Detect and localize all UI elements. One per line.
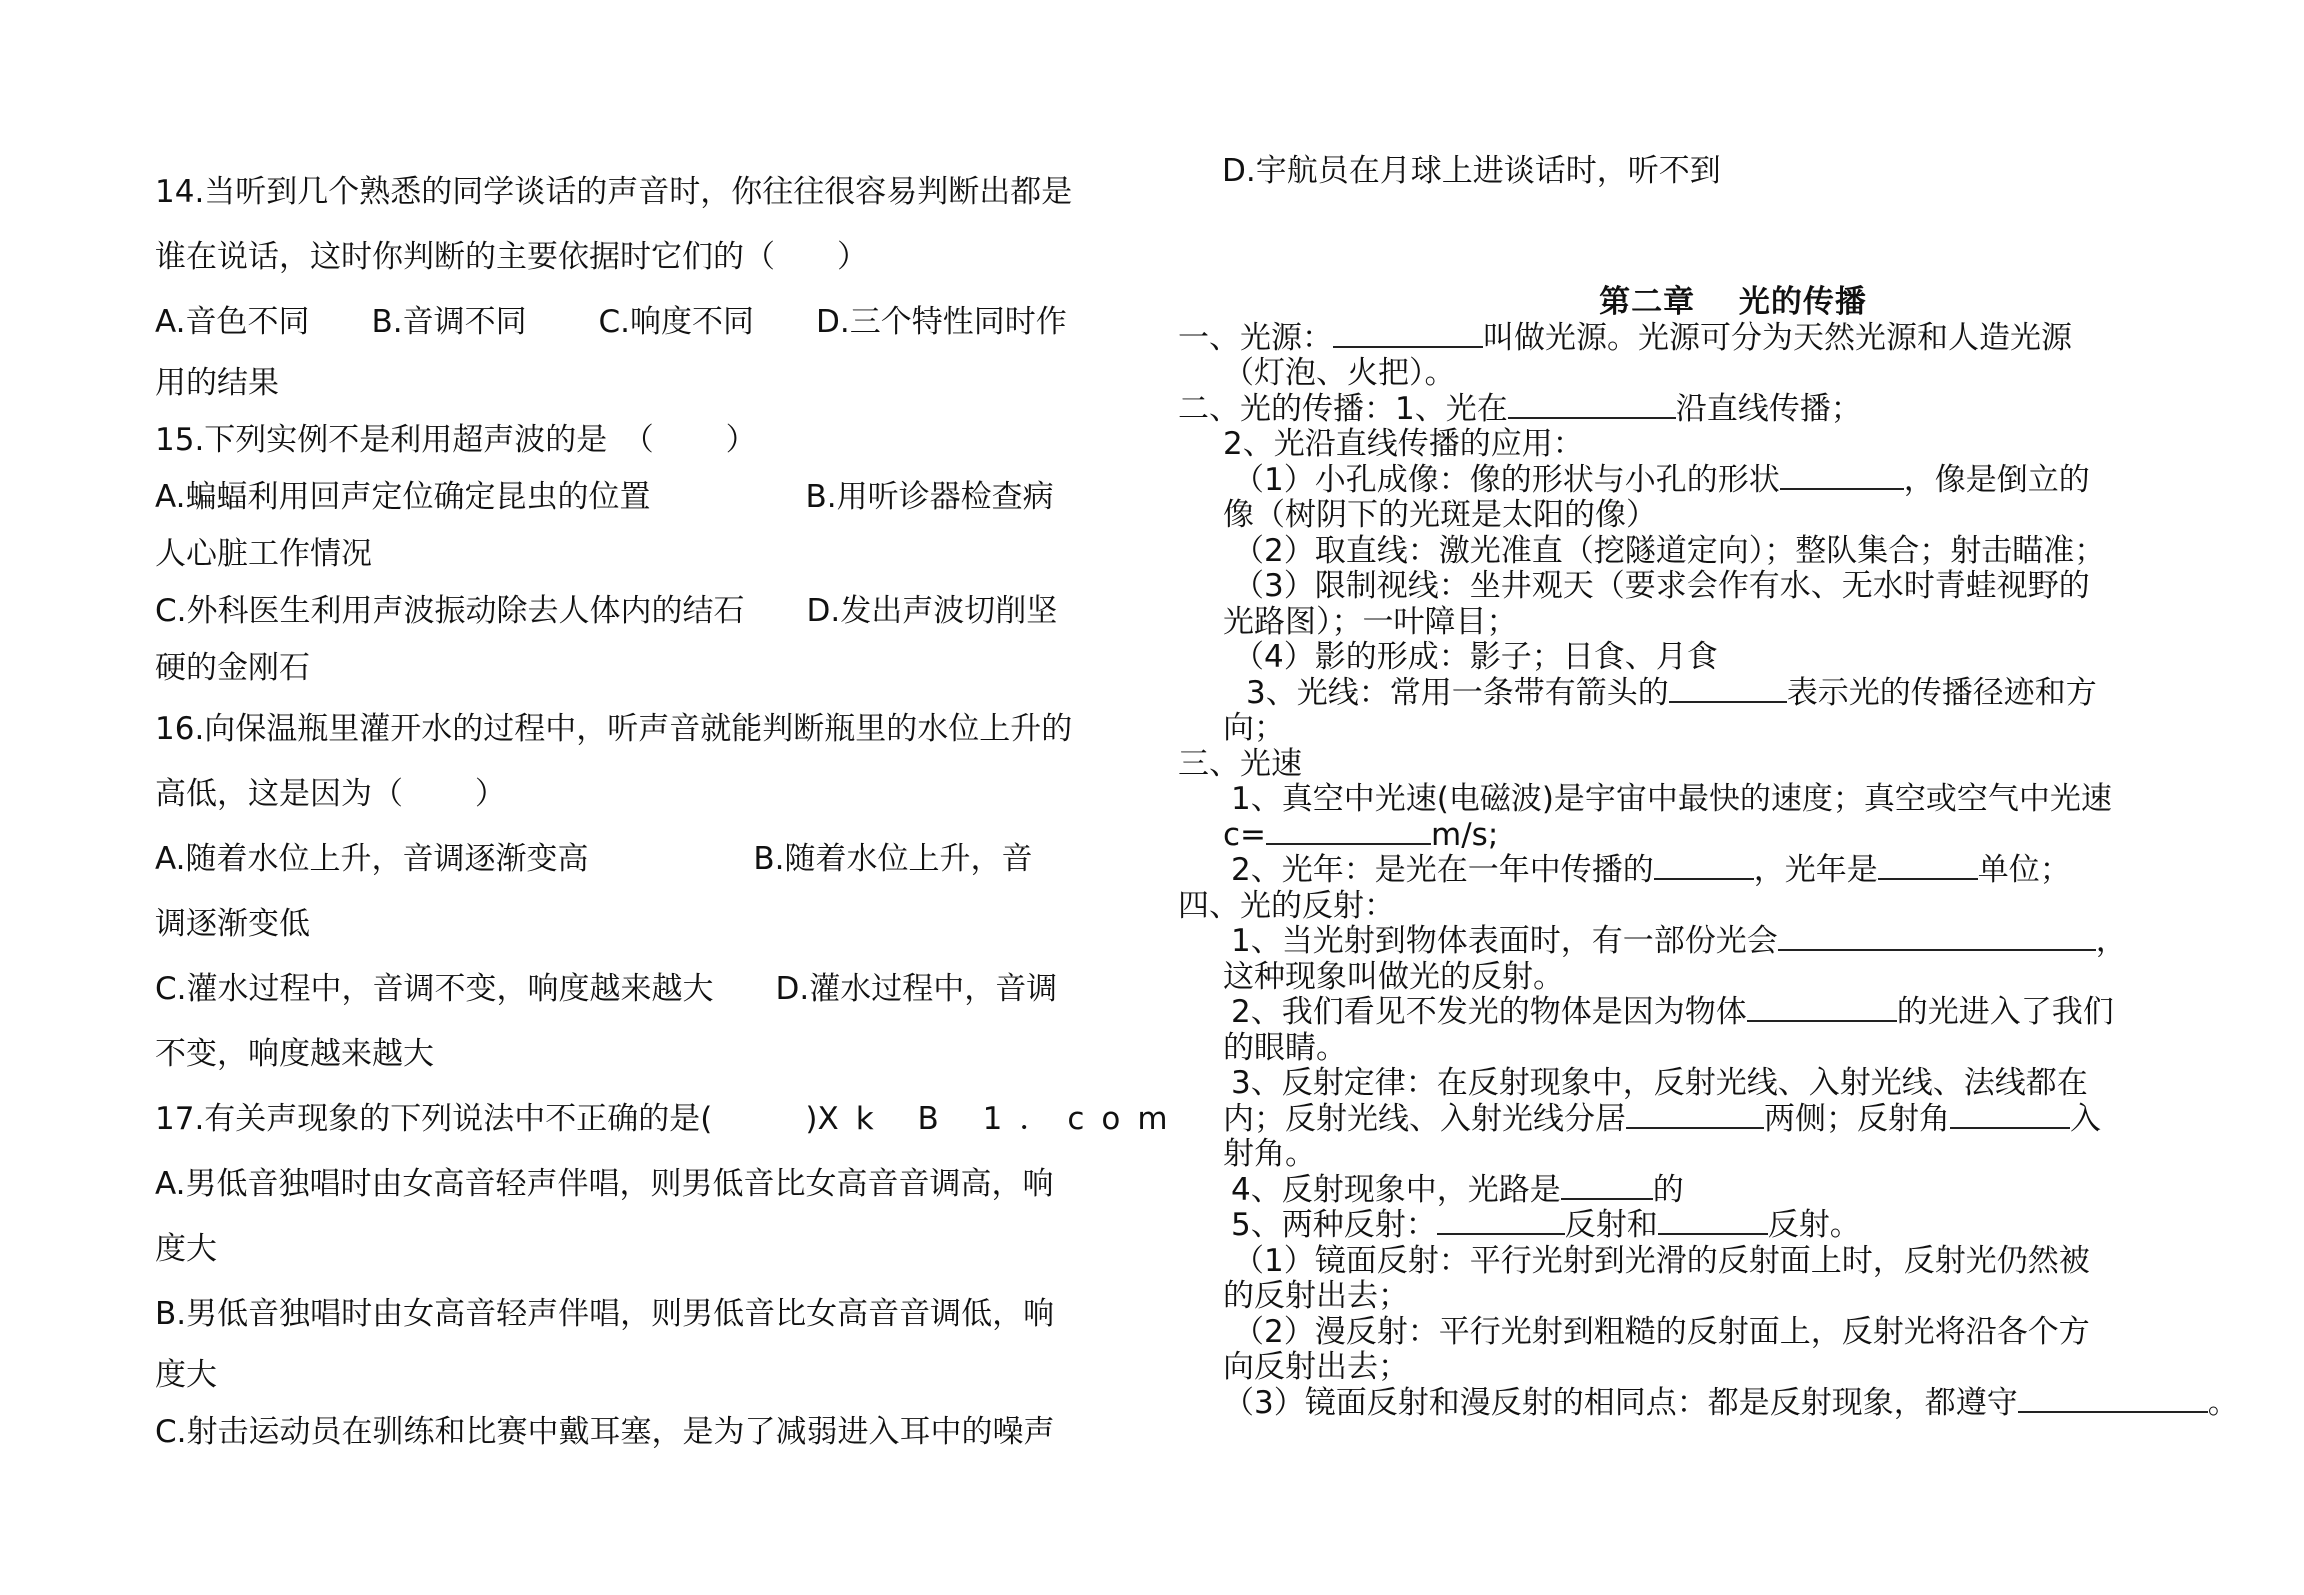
q17-option-c: C.射击运动员在驯练和比赛中戴耳塞，是为了减弱进入耳中的噪声 — [155, 1414, 1055, 1450]
s4-1c: 这种现象叫做光的反射。 — [1223, 958, 1564, 995]
s4-5-3b: 。 — [2207, 1384, 2239, 1421]
watermark-text: Xk B 1．com — [817, 1101, 1185, 1137]
right-column — [1178, 285, 2288, 1421]
s4-1b: ， — [2095, 923, 2127, 959]
s2-3a: 3、光线：常用一条带有箭头的 — [1246, 674, 1669, 711]
s3-2a: 2、光年：是光在一年中传播的 — [1231, 852, 1654, 888]
s1-cont: （灯泡、火把）。 — [1223, 355, 1456, 391]
s4-5-2b: 向反射出去； — [1223, 1349, 1409, 1385]
q17-option-b-cont: 度大 — [155, 1357, 217, 1393]
section-light-source — [1178, 321, 2288, 357]
answer-blank — [1780, 487, 1904, 490]
left-column — [155, 160, 1190, 1461]
q15-stem: 15.下列实例不是利用超声波的是 （ ） — [155, 422, 757, 458]
s2-2: 2、光沿直线传播的应用： — [1223, 426, 1584, 462]
s1-label: 一、光源： — [1178, 319, 1333, 356]
s3-1c: m/s; — [1431, 816, 1499, 853]
s3-2c: 单位； — [1977, 852, 2071, 888]
q17-option-a: A.男低音独唱时由女高音轻声伴唱，则男低音比女高音音调高，响 — [155, 1166, 1054, 1202]
s4-4a: 4、反射现象中，光路是 — [1231, 1171, 1561, 1208]
answer-blank — [1669, 700, 1787, 703]
q17-stem-line — [155, 1087, 1190, 1152]
s4-3d: 入 — [2070, 1100, 2101, 1137]
q17-option-d: D.宇航员在月球上进谈话时，听不到 — [1222, 153, 1721, 189]
s4-2c: 的眼睛。 — [1223, 1029, 1347, 1066]
s3-1a: 1、真空中光速(电磁波)是宇宙中最快的速度；真空或空气中光速 — [1231, 781, 2112, 817]
answer-blank — [1333, 345, 1483, 348]
answer-blank — [1437, 1232, 1565, 1235]
q15-options-cd: C.外科医生利用声波振动除去人体内的结石 D.发出声波切削坚 — [155, 593, 1058, 629]
s2-2-1b: ，像是倒立的 — [1903, 461, 2090, 498]
s4-4 — [1178, 1173, 2288, 1209]
s4-4b: 的 — [1652, 1171, 1684, 1208]
s4-3e: 射角。 — [1223, 1136, 1316, 1172]
q16-options-ab: A.随着水位上升，音调逐渐变高 B.随着水位上升，音 — [155, 841, 1033, 877]
section-propagation — [1178, 392, 2288, 428]
q14-line1: 14.当听到几个熟悉的同学谈话的声音时，你往往很容易判断出都是 — [155, 174, 1073, 210]
s2-2-3a: （3）限制视线：坐井观天（要求会作有水、无水时青蛙视野的 — [1233, 568, 2090, 604]
s4-1 — [1178, 924, 2288, 960]
answer-blank — [1747, 1019, 1897, 1022]
q16-options-cd: C.灌水过程中，音调不变，响度越来越大 D.灌水过程中，音调 — [155, 971, 1058, 1007]
s4-1a: 1、当光射到物体表面时，有一部份光会 — [1231, 923, 1778, 959]
q15-options-ab-cont: 人心脏工作情况 — [155, 536, 372, 572]
answer-blank — [1626, 1126, 1764, 1129]
q17-stem: 17.有关声现象的下列说法中不正确的是( ) — [155, 1101, 818, 1137]
answer-blank — [1561, 1197, 1653, 1200]
section-speed: 三、光速 — [1178, 745, 1302, 782]
s2-2-3b: 光路图）；一叶障目； — [1223, 603, 1518, 640]
q16-line2: 高低，这是因为（ ） — [155, 776, 506, 812]
s2-3 — [1178, 676, 2288, 712]
s4-5b: 反射和 — [1564, 1207, 1658, 1243]
answer-blank — [2018, 1410, 2208, 1413]
s2-2-1c: 像（树阴下的光斑是太阳的像） — [1223, 497, 1657, 533]
s4-2b: 的光进入了我们 — [1896, 994, 2114, 1030]
chapter-title: 第二章 光的传播 — [1599, 284, 1867, 320]
s3-2b: ，光年是 — [1753, 852, 1878, 888]
answer-blank — [1658, 1232, 1768, 1235]
answer-blank — [1654, 877, 1754, 880]
s2-2-2: （2）取直线：激光准直（挖隧道定向）；整队集合；射击瞄准； — [1233, 532, 2106, 569]
s4-5 — [1178, 1208, 2288, 1244]
s4-5a: 5、两种反射： — [1231, 1207, 1437, 1243]
s4-3a: 3、反射定律：在反射现象中，反射光线、入射光线、法线都在 — [1231, 1065, 2088, 1101]
q16-line1: 16.向保温瓶里灌开水的过程中，听声音就能判断瓶里的水位上升的 — [155, 711, 1073, 747]
q14-options-cont: 用的结果 — [155, 365, 279, 401]
s4-2a: 2、我们看见不发光的物体是因为物体 — [1231, 994, 1747, 1030]
section-reflection: 四、光的反射： — [1178, 887, 1395, 924]
s2-2-4: （4）影的形成：影子；日食、月食 — [1233, 639, 1718, 675]
s2-2-1 — [1178, 463, 2288, 499]
s4-5-3a: （3）镜面反射和漫反射的相同点：都是反射现象，都遵守 — [1223, 1384, 2018, 1421]
s4-2 — [1178, 995, 2288, 1031]
s2-3b: 表示光的传播径迹和方 — [1786, 674, 2097, 711]
s3-1b: c= — [1223, 816, 1267, 853]
s3-2 — [1178, 853, 2288, 889]
q14-line2: 谁在说话，这时你判断的主要依据时它们的（ ） — [155, 239, 868, 275]
s4-3c: 两侧；反射角 — [1764, 1100, 1950, 1137]
q15-options-cd-cont: 硬的金刚石 — [155, 650, 310, 686]
s2-2-1a: （1）小孔成像：像的形状与小孔的形状 — [1233, 461, 1780, 498]
s4-3b: 内；反射光线、入射光线分居 — [1223, 1100, 1626, 1137]
answer-blank — [1950, 1126, 2070, 1129]
q16-options-ab-cont: 调逐渐变低 — [155, 906, 310, 942]
s4-3b-line — [1178, 1102, 2288, 1138]
s2-3c: 向； — [1223, 710, 1285, 746]
s4-5c: 反射。 — [1767, 1207, 1861, 1243]
q15-options-ab: A.蝙蝠利用回声定位确定昆虫的位置 B.用听诊器检查病 — [155, 479, 1054, 515]
s2-text: 沿直线传播； — [1675, 390, 1862, 427]
s1-text: 叫做光源。光源可分为天然光源和人造光源 — [1483, 319, 2072, 356]
answer-blank — [1778, 948, 2096, 951]
answer-blank — [1508, 416, 1676, 419]
s2-label: 二、光的传播：1、光在 — [1178, 390, 1508, 427]
s4-5-3 — [1178, 1386, 2288, 1422]
q17-option-a-cont: 度大 — [155, 1231, 217, 1267]
s3-1b-line — [1178, 818, 2288, 854]
q16-options-cd-cont: 不变，响度越来越大 — [155, 1036, 434, 1072]
s4-5-1a: （1）镜面反射：平行光射到光滑的反射面上时，反射光仍然被 — [1233, 1242, 2090, 1279]
s4-5-2a: （2）漫反射：平行光射到粗糙的反射面上，反射光将沿各个方 — [1233, 1313, 2090, 1350]
answer-blank — [1266, 842, 1431, 845]
q14-options: A.音色不同 B.音调不同 C.响度不同 D.三个特性同时作 — [155, 304, 1067, 340]
answer-blank — [1878, 877, 1978, 880]
s4-5-1b: 的反射出去； — [1223, 1278, 1409, 1314]
q17-option-b: B.男低音独唱时由女高音轻声伴唱，则男低音比女高音音调低，响 — [155, 1296, 1055, 1332]
